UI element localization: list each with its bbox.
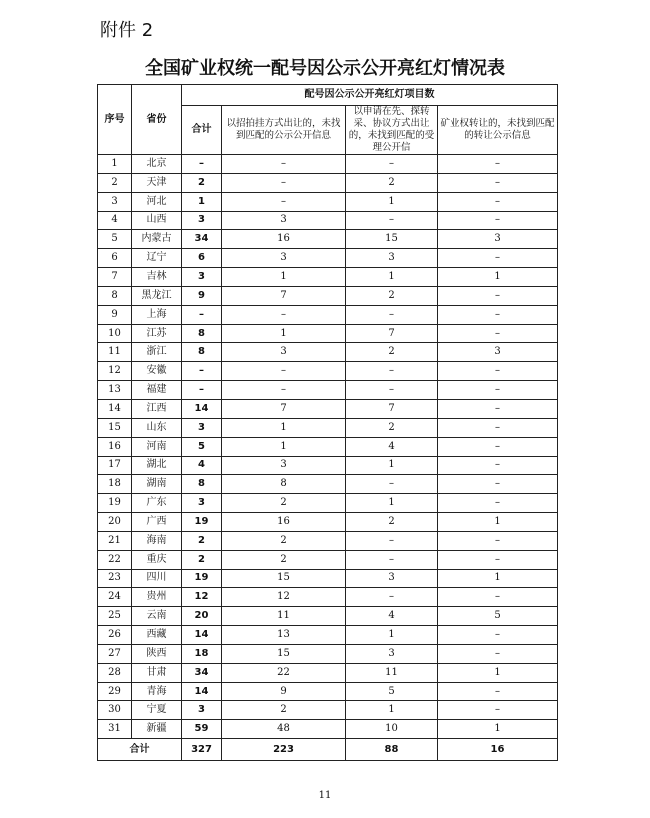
cell-seq: 7: [98, 268, 132, 287]
table-body: [98, 155, 558, 739]
cell-col-b: –: [346, 381, 438, 400]
cell-total: 34: [182, 663, 222, 682]
footer-label: 合计: [98, 739, 182, 761]
cell-province: 四川: [132, 569, 182, 588]
cell-col-a: 1: [222, 418, 346, 437]
cell-seq: 19: [98, 494, 132, 513]
table-row: [98, 249, 558, 268]
cell-province: 湖北: [132, 456, 182, 475]
cell-seq: 20: [98, 513, 132, 532]
cell-col-a: 48: [222, 720, 346, 739]
cell-col-a: 11: [222, 607, 346, 626]
table-row: [98, 155, 558, 174]
table-row: [98, 701, 558, 720]
cell-col-c: –: [438, 644, 558, 663]
cell-col-c: –: [438, 494, 558, 513]
table-row: [98, 475, 558, 494]
cell-province: 广东: [132, 494, 182, 513]
cell-col-a: 3: [222, 211, 346, 230]
cell-total: –: [182, 155, 222, 174]
cell-total: 8: [182, 324, 222, 343]
table-row: [98, 381, 558, 400]
cell-col-a: 12: [222, 588, 346, 607]
cell-col-b: 2: [346, 513, 438, 532]
cell-col-c: 1: [438, 720, 558, 739]
cell-total: 3: [182, 211, 222, 230]
cell-seq: 16: [98, 437, 132, 456]
table-row: [98, 626, 558, 645]
cell-total: 8: [182, 343, 222, 362]
cell-province: 辽宁: [132, 249, 182, 268]
table-row: [98, 663, 558, 682]
cell-province: 重庆: [132, 550, 182, 569]
cell-col-a: 13: [222, 626, 346, 645]
cell-total: 20: [182, 607, 222, 626]
cell-total: 3: [182, 418, 222, 437]
cell-col-a: –: [222, 173, 346, 192]
cell-seq: 1: [98, 155, 132, 174]
cell-seq: 15: [98, 418, 132, 437]
table-row: [98, 286, 558, 305]
cell-col-b: 11: [346, 663, 438, 682]
cell-col-b: –: [346, 475, 438, 494]
cell-col-a: 16: [222, 230, 346, 249]
cell-total: 5: [182, 437, 222, 456]
cell-total: 12: [182, 588, 222, 607]
cell-col-b: 1: [346, 701, 438, 720]
cell-col-c: –: [438, 362, 558, 381]
cell-col-c: –: [438, 437, 558, 456]
cell-col-b: –: [346, 588, 438, 607]
cell-col-c: –: [438, 211, 558, 230]
cell-seq: 2: [98, 173, 132, 192]
cell-col-a: –: [222, 155, 346, 174]
cell-total: 14: [182, 682, 222, 701]
cell-total: 3: [182, 701, 222, 720]
cell-col-c: –: [438, 192, 558, 211]
cell-col-c: 1: [438, 268, 558, 287]
cell-province: 湖南: [132, 475, 182, 494]
cell-province: 北京: [132, 155, 182, 174]
cell-col-b: 4: [346, 607, 438, 626]
cell-province: 广西: [132, 513, 182, 532]
cell-province: 浙江: [132, 343, 182, 362]
cell-col-b: –: [346, 362, 438, 381]
cell-province: 江苏: [132, 324, 182, 343]
header-group: 配号因公示公开亮红灯项目数: [182, 85, 558, 106]
table-row: [98, 588, 558, 607]
footer-col-c: 16: [438, 739, 558, 761]
cell-col-c: 5: [438, 607, 558, 626]
cell-col-c: –: [438, 399, 558, 418]
cell-total: 2: [182, 173, 222, 192]
header-col-c: 矿业权转让的，未找到匹配的转让公示信息: [438, 106, 558, 155]
cell-total: 18: [182, 644, 222, 663]
cell-col-b: 7: [346, 324, 438, 343]
cell-seq: 5: [98, 230, 132, 249]
table-row: [98, 211, 558, 230]
cell-province: 上海: [132, 305, 182, 324]
cell-province: 海南: [132, 531, 182, 550]
table-row: [98, 494, 558, 513]
cell-province: 云南: [132, 607, 182, 626]
cell-col-a: 3: [222, 456, 346, 475]
cell-seq: 21: [98, 531, 132, 550]
total-row: [98, 739, 558, 761]
cell-col-b: 2: [346, 286, 438, 305]
table-row: [98, 173, 558, 192]
cell-col-a: 3: [222, 343, 346, 362]
cell-province: 宁夏: [132, 701, 182, 720]
cell-col-b: 1: [346, 268, 438, 287]
cell-col-a: –: [222, 362, 346, 381]
cell-col-a: –: [222, 381, 346, 400]
cell-province: 内蒙古: [132, 230, 182, 249]
table-row: [98, 513, 558, 532]
cell-province: 河北: [132, 192, 182, 211]
cell-col-b: 2: [346, 173, 438, 192]
header-col-a: 以招拍挂方式出让的，未找到匹配的公示公开信息: [222, 106, 346, 155]
footer-col-b: 88: [346, 739, 438, 761]
cell-col-b: 1: [346, 626, 438, 645]
cell-col-b: –: [346, 550, 438, 569]
table-row: [98, 720, 558, 739]
cell-total: 4: [182, 456, 222, 475]
cell-col-c: 3: [438, 343, 558, 362]
table-row: [98, 362, 558, 381]
cell-seq: 10: [98, 324, 132, 343]
cell-col-c: –: [438, 701, 558, 720]
cell-seq: 27: [98, 644, 132, 663]
cell-seq: 8: [98, 286, 132, 305]
cell-col-b: 7: [346, 399, 438, 418]
cell-col-c: –: [438, 173, 558, 192]
cell-seq: 17: [98, 456, 132, 475]
attachment-label: 附件 2: [100, 20, 154, 41]
cell-col-c: 1: [438, 513, 558, 532]
cell-province: 安徽: [132, 362, 182, 381]
cell-col-a: 8: [222, 475, 346, 494]
cell-province: 福建: [132, 381, 182, 400]
cell-province: 天津: [132, 173, 182, 192]
cell-col-c: –: [438, 286, 558, 305]
cell-total: –: [182, 362, 222, 381]
cell-col-c: –: [438, 531, 558, 550]
cell-province: 甘肃: [132, 663, 182, 682]
cell-col-a: –: [222, 192, 346, 211]
cell-province: 山东: [132, 418, 182, 437]
cell-total: –: [182, 305, 222, 324]
cell-col-a: –: [222, 305, 346, 324]
cell-col-a: 7: [222, 399, 346, 418]
cell-total: 8: [182, 475, 222, 494]
cell-col-a: 15: [222, 569, 346, 588]
page-number: 11: [318, 790, 332, 801]
table-row: [98, 324, 558, 343]
cell-province: 江西: [132, 399, 182, 418]
cell-total: 19: [182, 569, 222, 588]
cell-col-b: –: [346, 531, 438, 550]
table-row: [98, 418, 558, 437]
cell-col-c: –: [438, 381, 558, 400]
cell-col-b: 2: [346, 418, 438, 437]
cell-col-c: 1: [438, 569, 558, 588]
cell-col-a: 15: [222, 644, 346, 663]
cell-col-b: 10: [346, 720, 438, 739]
cell-col-a: 2: [222, 550, 346, 569]
cell-total: –: [182, 381, 222, 400]
cell-col-c: –: [438, 324, 558, 343]
cell-total: 1: [182, 192, 222, 211]
cell-province: 河南: [132, 437, 182, 456]
cell-seq: 14: [98, 399, 132, 418]
cell-seq: 28: [98, 663, 132, 682]
cell-col-b: 15: [346, 230, 438, 249]
cell-col-c: –: [438, 155, 558, 174]
table-row: [98, 531, 558, 550]
cell-col-b: 2: [346, 343, 438, 362]
cell-col-c: –: [438, 682, 558, 701]
cell-total: 59: [182, 720, 222, 739]
cell-seq: 25: [98, 607, 132, 626]
cell-total: 14: [182, 626, 222, 645]
cell-col-b: –: [346, 155, 438, 174]
cell-col-c: 3: [438, 230, 558, 249]
cell-province: 贵州: [132, 588, 182, 607]
cell-col-a: 16: [222, 513, 346, 532]
cell-col-b: 3: [346, 569, 438, 588]
table-row: [98, 305, 558, 324]
cell-province: 新疆: [132, 720, 182, 739]
cell-col-b: 1: [346, 494, 438, 513]
cell-col-c: –: [438, 418, 558, 437]
cell-province: 西藏: [132, 626, 182, 645]
cell-col-c: –: [438, 626, 558, 645]
cell-seq: 23: [98, 569, 132, 588]
table-row: [98, 437, 558, 456]
cell-seq: 30: [98, 701, 132, 720]
table-row: [98, 644, 558, 663]
cell-total: 19: [182, 513, 222, 532]
cell-col-b: 3: [346, 644, 438, 663]
cell-seq: 24: [98, 588, 132, 607]
cell-province: 陕西: [132, 644, 182, 663]
cell-col-c: –: [438, 456, 558, 475]
cell-seq: 26: [98, 626, 132, 645]
cell-col-b: 3: [346, 249, 438, 268]
cell-province: 吉林: [132, 268, 182, 287]
cell-col-c: –: [438, 249, 558, 268]
table-row: [98, 343, 558, 362]
cell-col-c: –: [438, 588, 558, 607]
cell-province: 山西: [132, 211, 182, 230]
cell-col-a: 2: [222, 494, 346, 513]
cell-total: 2: [182, 550, 222, 569]
table-row: [98, 682, 558, 701]
cell-total: 2: [182, 531, 222, 550]
cell-col-a: 1: [222, 268, 346, 287]
cell-col-b: 1: [346, 192, 438, 211]
cell-col-a: 3: [222, 249, 346, 268]
table-row: [98, 550, 558, 569]
cell-col-b: 1: [346, 456, 438, 475]
cell-col-b: –: [346, 305, 438, 324]
cell-seq: 12: [98, 362, 132, 381]
table-row: [98, 456, 558, 475]
cell-total: 34: [182, 230, 222, 249]
cell-seq: 18: [98, 475, 132, 494]
cell-seq: 3: [98, 192, 132, 211]
table-row: [98, 569, 558, 588]
cell-col-c: –: [438, 305, 558, 324]
cell-total: 3: [182, 494, 222, 513]
cell-total: 14: [182, 399, 222, 418]
table-row: [98, 399, 558, 418]
cell-seq: 31: [98, 720, 132, 739]
cell-col-a: 7: [222, 286, 346, 305]
table-row: [98, 268, 558, 287]
table-row: [98, 192, 558, 211]
cell-total: 6: [182, 249, 222, 268]
cell-seq: 4: [98, 211, 132, 230]
header-total: 合计: [182, 106, 222, 155]
cell-seq: 13: [98, 381, 132, 400]
cell-seq: 29: [98, 682, 132, 701]
cell-col-a: 1: [222, 437, 346, 456]
header-seq: 序号: [98, 85, 132, 155]
cell-col-a: 9: [222, 682, 346, 701]
cell-col-a: 22: [222, 663, 346, 682]
cell-seq: 9: [98, 305, 132, 324]
table-row: [98, 607, 558, 626]
cell-province: 青海: [132, 682, 182, 701]
cell-seq: 6: [98, 249, 132, 268]
cell-col-a: 2: [222, 531, 346, 550]
cell-total: 9: [182, 286, 222, 305]
cell-total: 3: [182, 268, 222, 287]
data-table: [97, 84, 558, 761]
table-row: [98, 230, 558, 249]
cell-col-c: –: [438, 550, 558, 569]
cell-col-b: 5: [346, 682, 438, 701]
header-col-b: 以申请在先、探转采、协议方式出让的，未找到匹配的受理公开信: [346, 106, 438, 155]
header-province: 省份: [132, 85, 182, 155]
cell-col-c: 1: [438, 663, 558, 682]
footer-total: 327: [182, 739, 222, 761]
cell-seq: 11: [98, 343, 132, 362]
cell-col-b: –: [346, 211, 438, 230]
cell-col-c: –: [438, 475, 558, 494]
document-title: 全国矿业权统一配号因公示公开亮红灯情况表: [145, 58, 505, 79]
cell-province: 黑龙江: [132, 286, 182, 305]
cell-col-a: 1: [222, 324, 346, 343]
cell-col-a: 2: [222, 701, 346, 720]
cell-col-b: 4: [346, 437, 438, 456]
cell-seq: 22: [98, 550, 132, 569]
footer-col-a: 223: [222, 739, 346, 761]
